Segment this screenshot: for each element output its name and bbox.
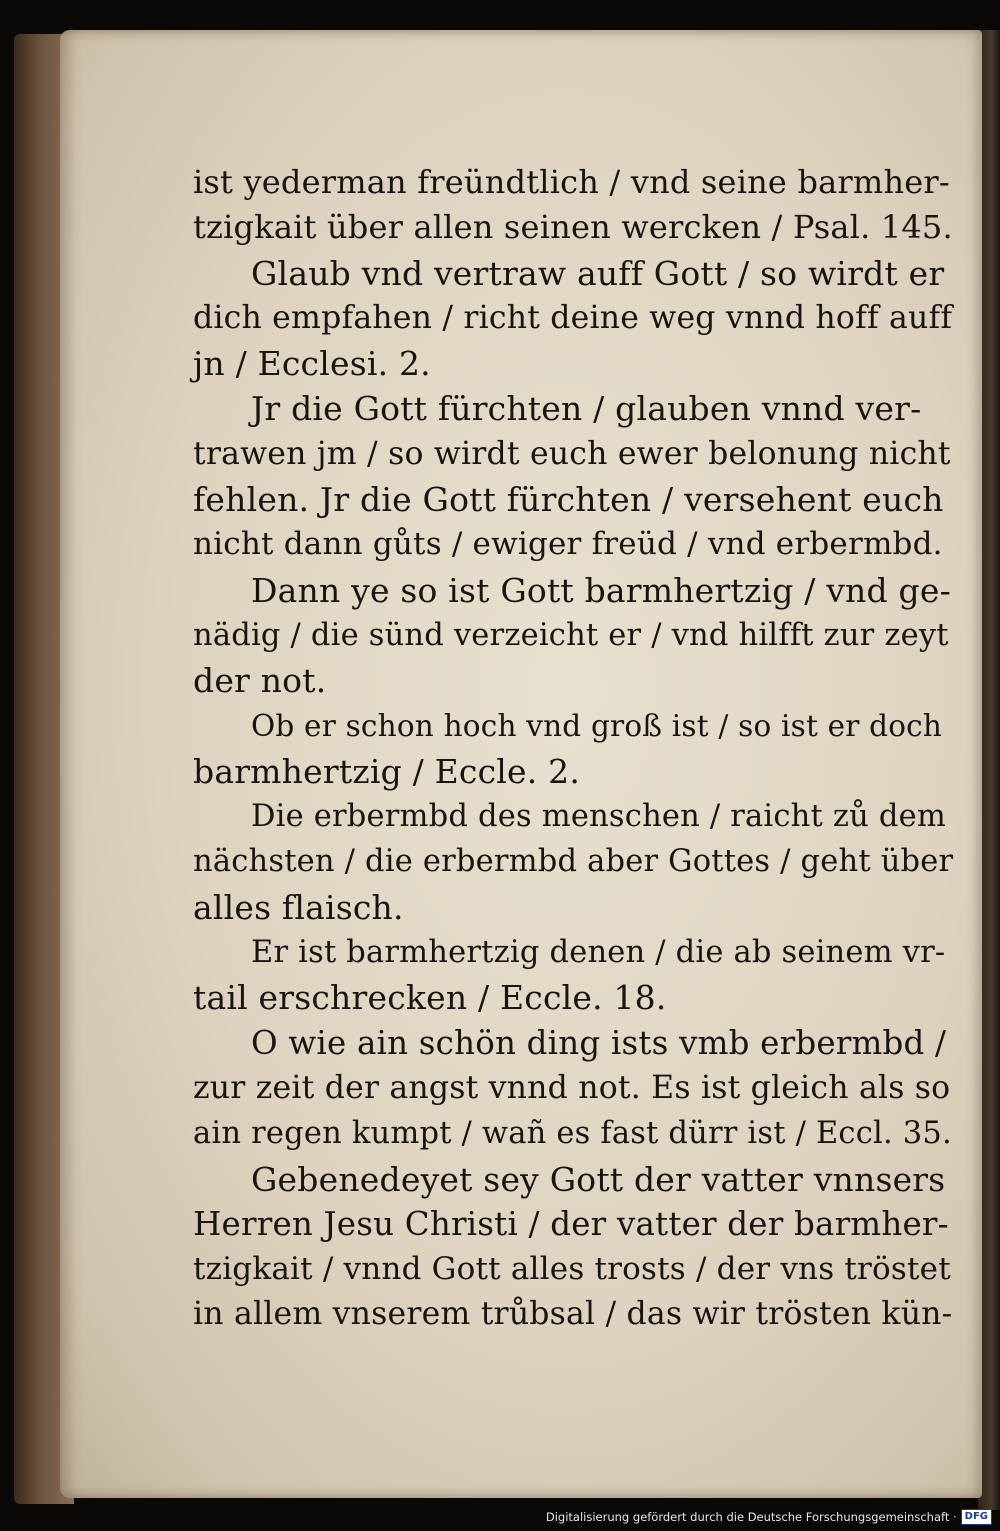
text-line: alles flaisch.	[193, 887, 404, 927]
text-line: fehlen. Jr die Gott fürchten / versehent euch	[193, 480, 944, 520]
text-line: Gebenedeyet sey Gott der vatter vnnsers	[251, 1159, 946, 1199]
text-line: dich empfahen / richt deine weg vnnd hoff auff	[193, 299, 953, 336]
text-line: Jr die Gott fürchten / glauben vnnd ver-	[251, 389, 922, 429]
text-line: Glaub vnd vertraw auff Gott / so wirdt er	[251, 253, 945, 293]
text-line: jn / Ecclesi. 2.	[193, 344, 431, 384]
text-line: Die erbermbd des menschen / raicht zů dem	[251, 799, 946, 835]
text-line: der not.	[193, 661, 327, 701]
text-line: Ob er schon hoch vnd groß ist / so ist er doch	[251, 708, 943, 743]
text-line: Er ist barmhertzig denen / die ab seinem vr-	[251, 935, 946, 971]
text-line: tzigkait / vnnd Gott alles trosts / der vns tröstet	[193, 1251, 951, 1288]
digitization-footer	[546, 1505, 992, 1529]
text-line: Dann ye so ist Gott barmhertzig / vnd ge-	[251, 570, 951, 610]
text-line: ist yederman freündtlich / vnd seine barmher-	[193, 163, 950, 201]
text-line: O wie ain schön ding ists vmb erbermbd /	[251, 1023, 947, 1062]
page-text-block	[193, 160, 953, 1340]
text-line: ain regen kumpt / wañ es fast dürr ist / Eccl. 35.	[193, 1116, 952, 1152]
text-line: Herren Jesu Christi / der vatter der barmher-	[193, 1204, 949, 1243]
text-line: in allem vnserem trůbsal / das wir trösten kün-	[193, 1296, 953, 1333]
text-line: nicht dann gůts / ewiger freüd / vnd erbermbd.	[193, 526, 943, 563]
footer-caption: Digitalisierung gefördert durch die Deutsche Forschungsgemeinschaft ·	[545, 1510, 957, 1524]
text-line: trawen jm / so wirdt euch ewer belonung nicht	[193, 435, 951, 472]
text-line: barmhertzig / Eccle. 2.	[193, 751, 581, 791]
text-line: nädig / die sünd verzeicht er / vnd hilfft zur zeyt	[193, 617, 949, 653]
text-line: tail erschrecken / Eccle. 18.	[193, 978, 667, 1018]
dfg-logo-icon: DFG	[961, 1509, 992, 1525]
text-line: zur zeit der angst vnnd not. Es ist gleich als so	[193, 1069, 951, 1106]
text-line: nächsten / die erbermbd aber Gottes / geht über	[193, 844, 954, 880]
text-line: tzigkait über allen seinen wercken / Psal. 145.	[193, 208, 953, 247]
